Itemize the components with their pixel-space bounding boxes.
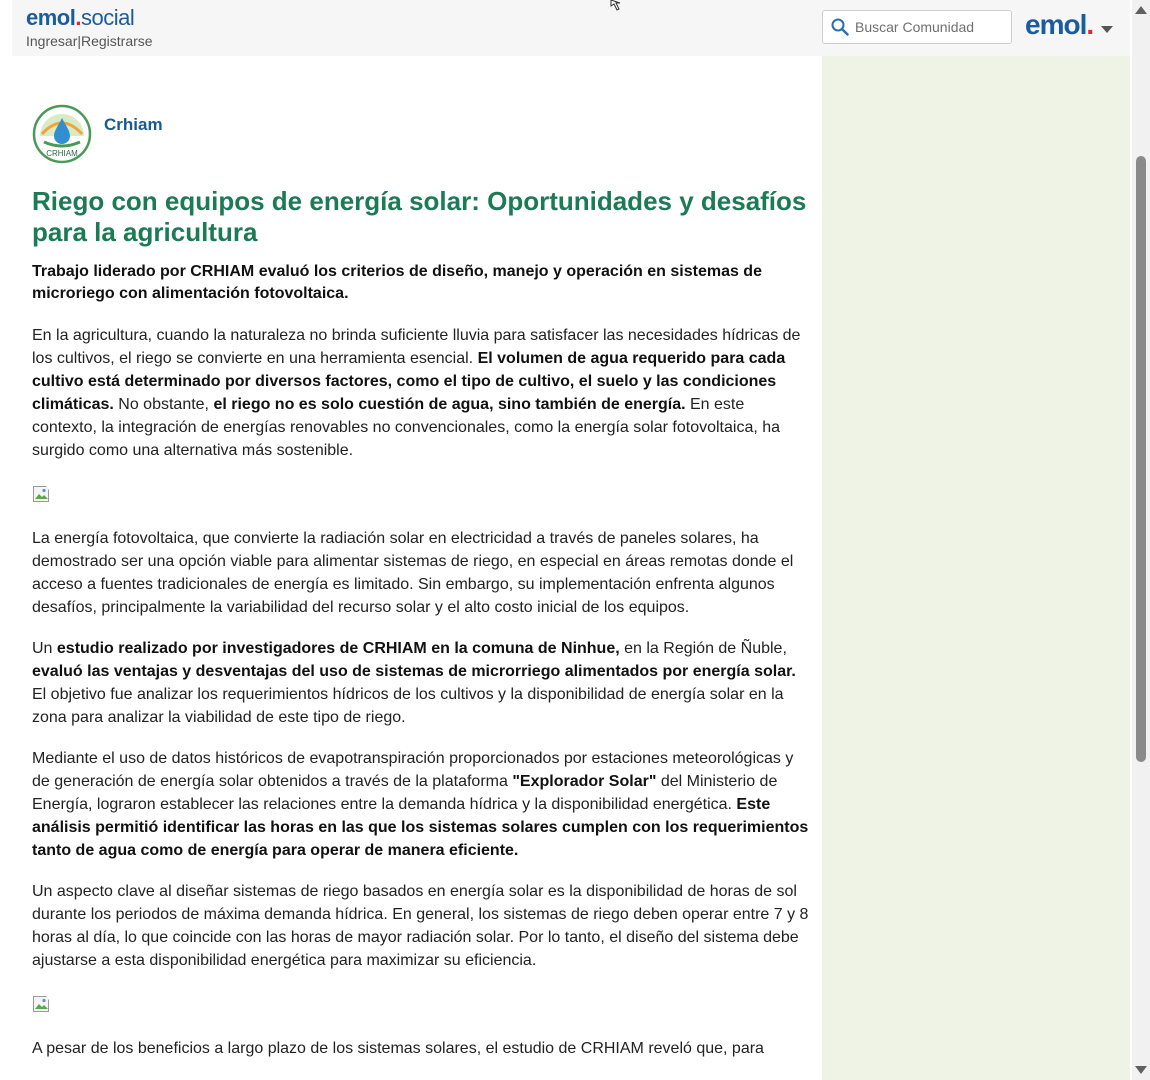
emol-social-logo[interactable] xyxy=(26,7,134,29)
bold-run: el riego no es solo cuestión de agua, sino también de energía. xyxy=(213,396,686,413)
auth-links xyxy=(26,33,153,49)
text-run: Mediante el uso de datos históricos de evapotranspiración proporcionados por estaciones meteorológicas y de generación de energía solar obtenidos a través de la plataforma xyxy=(32,750,794,790)
text-run: del Ministerio de Energía, lograron establecer las relaciones entre la demanda hídrica y la disponibilidad energética. xyxy=(32,773,778,813)
search-box[interactable] xyxy=(822,10,1012,44)
brand-sub: social xyxy=(80,5,135,30)
text-run: en la Región de Ñuble, xyxy=(619,640,787,657)
article-paragraph xyxy=(32,324,812,462)
crhiam-logo-avatar[interactable] xyxy=(32,104,92,164)
emol-logo-dot: . xyxy=(1086,9,1094,40)
article-panel xyxy=(12,56,822,1080)
avatar-text: CRHIAM xyxy=(46,149,78,158)
bold-run: "Explorador Solar" xyxy=(512,773,657,790)
scrollbar-thumb[interactable] xyxy=(1136,156,1146,762)
article-paragraph xyxy=(32,747,812,862)
article-title: Riego con equipos de energía solar: Oportunidades y desafíos para la agricultura xyxy=(32,186,807,247)
article-paragraph: Un aspecto clave al diseñar sistemas de riego basados en energía solar es la disponibilidad de horas de sol durante los periodos de máxima demanda hídrica. En general, los sistemas de riego deben operar entre 7 y 8 horas al día, lo que coincide con las horas de mayor radiación solar. Por lo tanto, el diseño del sistema debe ajustarse a esta disponibilidad energética para maximizar su eficiencia. xyxy=(32,883,809,969)
auth-separator: | xyxy=(77,33,81,49)
bold-run: Este análisis permitió identificar las horas en las que los sistemas solares cumplen con los requerimientos tanto de agua como de energía para operar de manera eficiente. xyxy=(32,796,809,859)
brand-main: emol xyxy=(26,5,76,30)
text-run: Un xyxy=(32,640,57,657)
article-paragraph: A pesar de los beneficios a largo plazo de los sistemas solares, el estudio de CRHIAM reveló que, para xyxy=(32,1040,764,1057)
bold-run: El volumen de agua requerido para cada cultivo está determinado por diversos factores, como el tipo de cultivo, el suelo y las condiciones climáticas. xyxy=(32,350,786,413)
register-link[interactable]: Registrarse xyxy=(81,33,153,49)
bold-run: estudio realizado por investigadores de CRHIAM en la comuna de Ninhue, xyxy=(56,640,620,657)
scroll-up-arrow-icon[interactable] xyxy=(1135,6,1147,14)
text-run: El objetivo fue analizar los requerimientos hídricos de los cultivos y la disponibilidad de energía solar en la zona para analizar la viabilidad de este tipo de riego. xyxy=(32,686,784,726)
article-paragraph: La energía fotovoltaica, que convierte la radiación solar en electricidad a través de paneles solares, ha demostrado ser una opción viable para alimentar sistemas de riego, en especial en áreas remotas donde el acceso a fuentes tradicionales de energía es limitado. Sin embargo, su implementación enfrenta algunos desafíos, principalmente la variabilidad del recurso solar y el alto costo inicial de los equipos. xyxy=(32,530,794,616)
scroll-down-arrow-icon[interactable] xyxy=(1135,1066,1147,1074)
mouse-cursor-icon xyxy=(610,0,626,12)
login-link[interactable]: Ingresar xyxy=(26,33,78,49)
broken-image-icon xyxy=(32,994,52,1014)
page-background xyxy=(12,0,1130,1080)
search-input[interactable] xyxy=(855,19,1005,35)
emol-logo[interactable] xyxy=(1025,10,1093,40)
vertical-scrollbar[interactable] xyxy=(1132,0,1150,1080)
brand-dot: . xyxy=(75,5,81,30)
broken-image-icon xyxy=(32,484,52,504)
bold-run: evaluó las ventajas y desventajas del uso de sistemas de microrriego alimentados por energía solar. xyxy=(32,663,796,680)
caret-down-icon[interactable] xyxy=(1101,26,1113,33)
text-run: No obstante, xyxy=(113,396,214,413)
top-bar xyxy=(12,0,1130,56)
article-content xyxy=(32,186,812,1078)
text-run: En este contexto, la integración de energías renovables no convencionales, como la energía solar fotovoltaica, ha surgido como una alternativa más sostenible. xyxy=(32,396,781,459)
search-icon xyxy=(831,18,849,36)
article-paragraph xyxy=(32,637,812,729)
author-name-link[interactable]: Crhiam xyxy=(104,115,163,134)
article-lead: Trabajo liderado por CRHIAM evaluó los criterios de diseño, manejo y operación en sistemas de microriego con alimentación fotovoltaica. xyxy=(32,263,762,302)
text-run: En la agricultura, cuando la naturaleza no brinda suficiente lluvia para satisfacer las necesidades hídricas de los cultivos, el riego se convierte en una herramienta esencial. xyxy=(32,327,801,367)
emol-logo-text: emol xyxy=(1025,9,1087,40)
